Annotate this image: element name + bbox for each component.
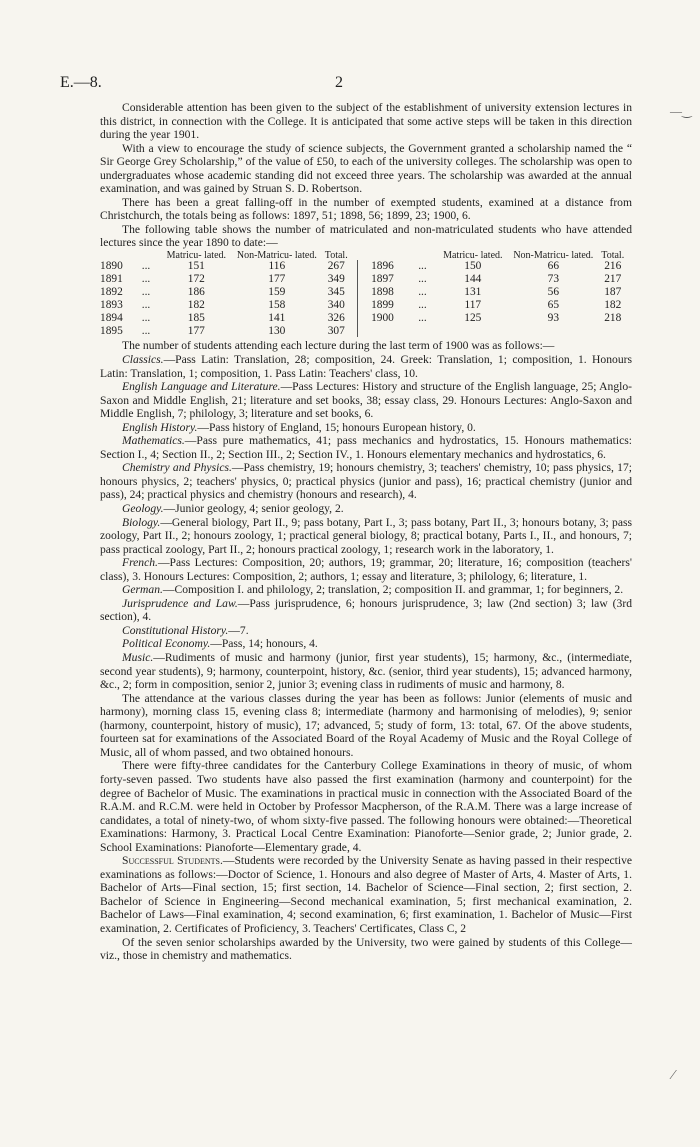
section-heading: Successful Students.: [122, 854, 223, 868]
subject-entry: French.—Pass Lectures: Composition, 20; authors, 19; grammar, 20; literature, 16; composition (teachers' class), 3. Honours Lectures: Composition, 2; authors, 1; essay and literature, 3; philology, 6; literature, 1.: [100, 556, 632, 583]
table-row: 1894 ... 185 141 326 1900 ... 125 93 218: [100, 311, 622, 324]
column-header: Total.: [324, 250, 348, 262]
table-row: 1893 ... 182 158 340 1899 ... 117 65 182: [100, 298, 622, 311]
margin-mark: ⁄: [672, 1068, 675, 1083]
paragraph: Of the seven senior scholarships awarded by the University, two were gained by students of this College—viz., those in chemistry and mathematics.: [100, 935, 632, 963]
paragraph: The number of students attending each lecture during the last term of 1900 was as follows:—: [122, 339, 555, 353]
paragraph: The following table shows the number of matriculated and non-matriculated students who have attended lectures since the year 1890 to date:—: [100, 222, 632, 250]
paragraph: There were fifty-three candidates for the Canterbury College Examinations in theory of music, of whom forty-seven passed. Two students have also passed the first examination (harmony and counterpoint) for the degree of Bachelor of Music. The examinations in practical music in connection with the Associated Board of the R.A.M. and R.C.M. were held in October by Professor Macpherson, of the R.A.M. There was a large increase of candidates, a total of ninety-two, of whom sixty-five passed. The following honours were obtained:—Theoretical Examinations: Harmony, 3. Practical Local Centre Examination: Pianoforte—Senior grade, 2; Junior grade, 2. School Examinations: Pianoforte—Elementary grade, 4.: [100, 759, 632, 854]
page-number: 2: [335, 74, 343, 91]
subject-entry: Biology.—General biology, Part II., 9; pass botany, Part I., 3; pass botany, Part II., 3; honours botany, 3; pass zoology, Part II., 2; honours zoology, 1; practical general biology, 8; practical botany, Parts I., II., and honours, 7; pass practical zoology, Part II., 2; honours practical zoology, 1; research work in the laboratory, 1.: [100, 515, 632, 556]
column-header: Matricu- lated.: [443, 250, 503, 262]
subject-entry: Mathematics.—Pass pure mathematics, 41; pass mechanics and hydrostatics, 15. Honours mathematics: Section I., 4; Section II., 2; Section III., 2; Section IV., 1. Honours elementary mechanics and hydrostatics, 6.: [100, 434, 632, 461]
column-header: Non-Matricu- lated.: [236, 250, 317, 262]
paragraph: The attendance at the various classes during the year has been as follows: Junior (elements of music and harmony), morning class 15, evening class 8; intermediate (harmony and harmonising of melodies), 9; senior (harmony, counterpoint, history of music), 17; advanced, 5; study of form, 13: total, 67. Of the above students, fourteen sat for examinations of the Associated Board of the Royal Academy of Music and the Royal College of Music, all of whom passed, and two obtained honours.: [100, 691, 632, 759]
document-reference: E.—8.: [60, 74, 102, 91]
subject-entry: Constitutional History.—7.: [122, 623, 249, 637]
successful-students-paragraph: Successful Students.—Students were recorded by the University Senate as having passed in their respective examinations as follows:—Doctor of Science, 1. Honours and also degree of Master of Arts, 4. Master of Arts, 1. Bachelor of Arts—Final section, 15; first section, 14. Bachelor of Science—Final section, 2; first section, 2. Bachelor of Science in Engineering—Second mechanical examination, 5; first mechanical examination, 2. Bachelor of Laws—Final examination, 4; second examination, 6; first examination, 1. Bachelor of Music—First examination, 2. Certificates of Proficiency, 3. Teachers' Certificates, Class C, 2: [100, 854, 633, 935]
subject-entry: English Language and Literature.—Pass Lectures: History and structure of the English language, 25; Anglo-Saxon and Middle English, 21; literature and set books, 38; essay class, 29. Honours Lectures: Anglo-Saxon and Middle English, 7; philology, 3; literature and set books, 6.: [100, 380, 632, 421]
table-row: 1891 ... 172 177 349 1897 ... 144 73 217: [100, 272, 622, 285]
table-header-row: [100, 251, 626, 260]
subject-entry: Chemistry and Physics.—Pass chemistry, 19; honours chemistry, 3; teachers' chemistry, 10; pass physics, 17; honours physics, 2; teachers' physics, 0; practical physics (junior and pass), 16; practical chemistry (junior and pass), 24; practical physics and chemistry (honours and research), 4.: [100, 461, 632, 502]
subject-entry: Political Economy.—Pass, 14; honours, 4.: [122, 637, 318, 651]
subject-entry: Classics.—Pass Latin: Translation, 28; composition, 24. Greek: Translation, 1; composition, 1. Honours Latin: Translation, 1; composition, 1. Pass Latin: Teachers' class, 10.: [100, 353, 632, 380]
column-header: Total.: [601, 250, 625, 262]
column-header: Matricu- lated.: [166, 250, 227, 262]
table-row: 1890 ... 151 116 267 1896 ... 150 66 216: [100, 260, 622, 273]
body-text: [100, 101, 632, 963]
table-row: 1895 ... 177 130 307: [100, 325, 626, 338]
subject-entry: Music.—Rudiments of music and harmony (junior, first year students), 15; harmony, &c., (intermediate, second year students), 9; harmony, counterpoint, history, &c. (senior, third year students), 15; advanced harmony, &c., 2; form in composition, senior 2, junior 3; evening class in rudiments of music and harmony, 8.: [100, 651, 632, 692]
subject-entry: Jurisprudence and Law.—Pass jurisprudence, 6; honours jurisprudence, 3; law (2nd section) 3; law (3rd section), 4.: [100, 596, 632, 624]
table-row: 1892 ... 186 159 345 1898 ... 131 56 187: [100, 285, 622, 298]
subject-entry: English History.—Pass history of England, 15; honours European history, 0.: [122, 420, 476, 434]
subject-entry: German.—Composition I. and philology, 2; translation, 2; composition II. and grammar, 1; for beginners, 2.: [122, 583, 624, 597]
subject-entry: Geology.—Junior geology, 4; senior geology, 2.: [122, 502, 344, 516]
column-header: Non-Matricu- lated.: [513, 250, 594, 262]
enrolment-table: [100, 251, 626, 337]
margin-mark: ―‿: [670, 104, 692, 118]
paragraph: With a view to encourage the study of science subjects, the Government granted a scholarship named the “ Sir George Grey Scholarship,” of the value of £50, to each of the university colleges. The scholarship was open to undergraduates whose academic standing did not exceed three years. The scholarship was awarded at the annual examination, and was gained by Struan S. D. Robertson.: [100, 141, 632, 196]
paragraph: Considerable attention has been given to the subject of the establishment of university extension lectures in this district, in connection with the College. It is anticipated that some active steps will be taken in this direction during the year 1901.: [100, 101, 632, 142]
paragraph: There has been a great falling-off in the number of exempted students, examined at a distance from Christchurch, the totals being as follows: 1897, 51; 1898, 56; 1899, 23; 1900, 6.: [100, 195, 632, 223]
